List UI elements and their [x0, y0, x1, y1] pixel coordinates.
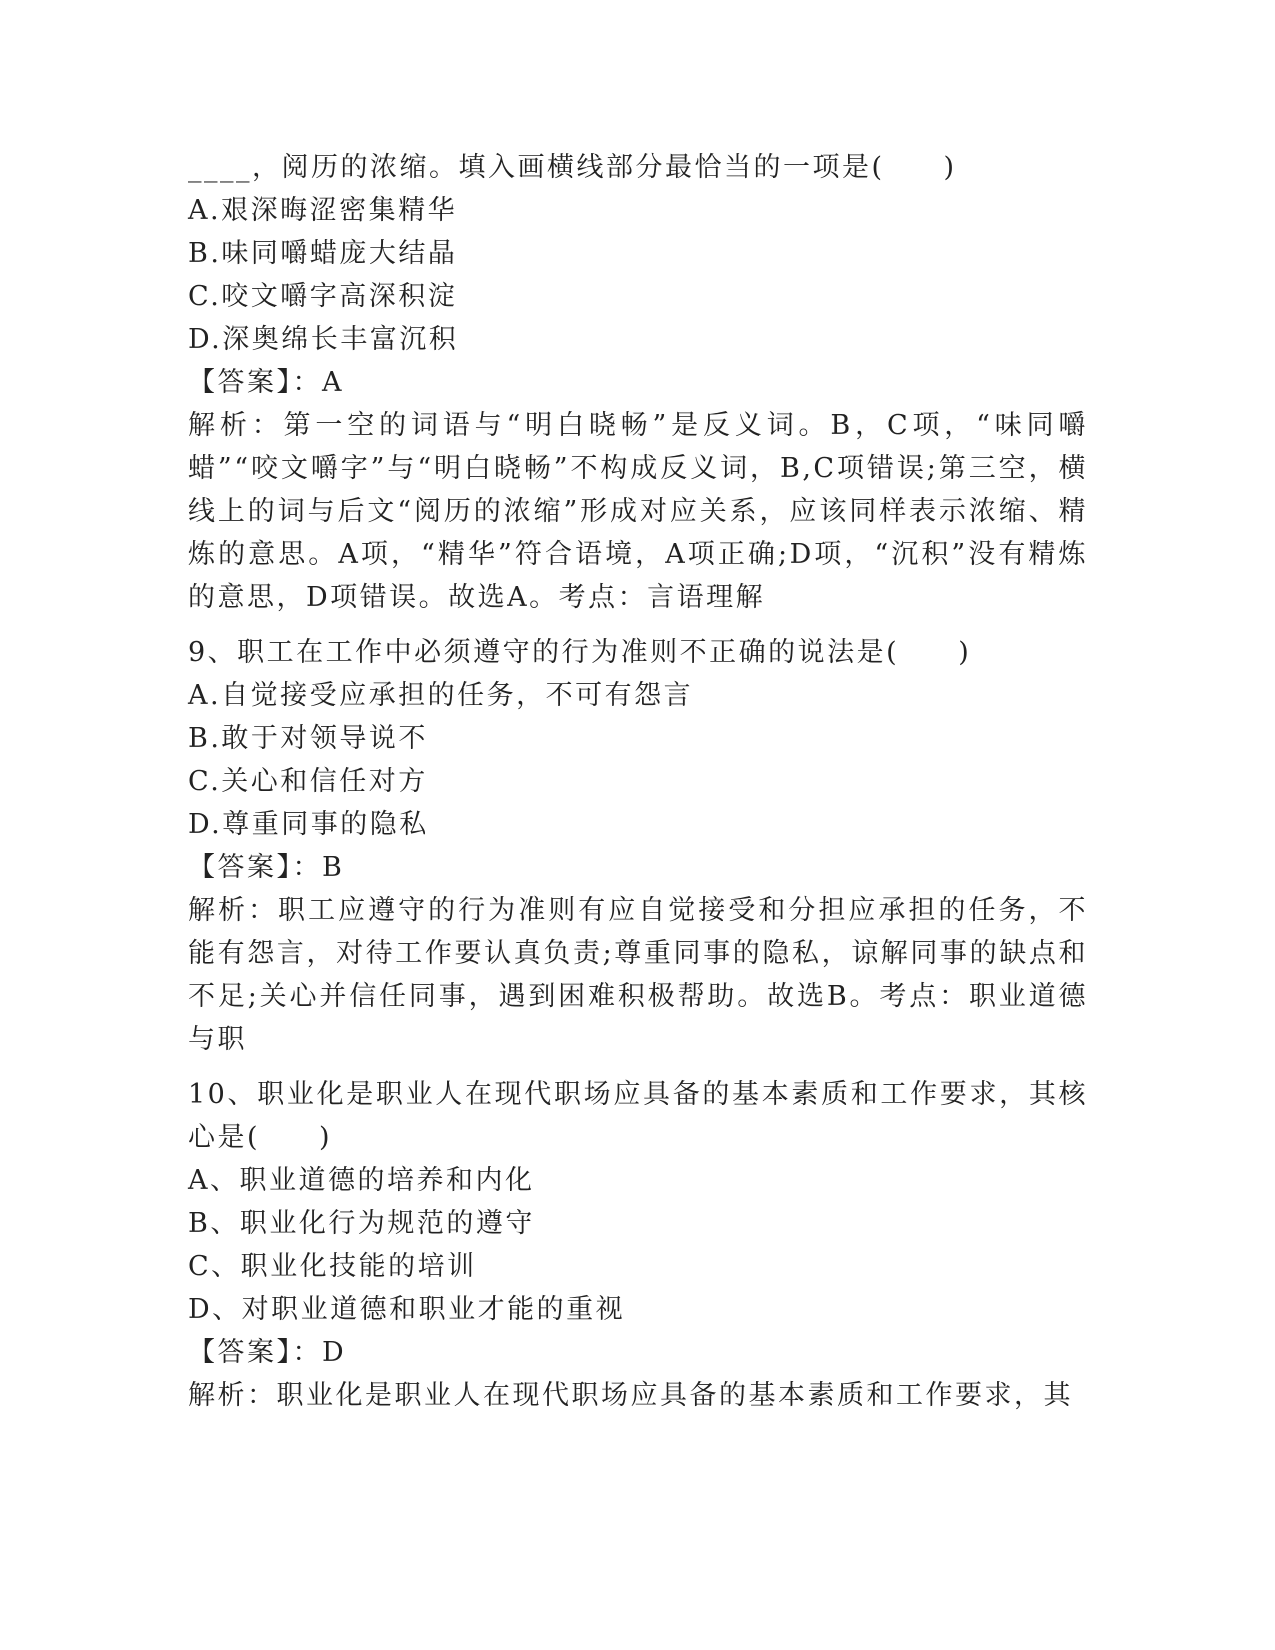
q10-analysis: 解析：职业化是职业人在现代职场应具备的基本素质和工作要求，其	[188, 1380, 1073, 1411]
q8-answer: 【答案】：A	[188, 367, 344, 398]
q8-option-d: D.深奥绵长丰富沉积	[188, 324, 459, 355]
q8-option-c: C.咬文嚼字高深积淀	[188, 281, 458, 312]
q8-option-b: B.味同嚼蜡庞大结晶	[188, 238, 458, 269]
q9-option-d: D.尊重同事的隐私	[188, 809, 429, 840]
q9-option-c: C.关心和信任对方	[188, 766, 428, 797]
q10-option-b: B、职业化行为规范的遵守	[188, 1208, 535, 1239]
q8-analysis: 解析：第一空的词语与“明白晓畅”是反义词。B，C项，“味同嚼蜡”“咬文嚼字”与“明白晓畅”不构成反义词，B,C项错误;第三空，横线上的词与后文“阅历的浓缩”形成对应关系，应该同样表示浓缩、精炼的意思。A项，“精华”符合语境，A项正确;D项，“沉积”没有精炼的意思，D项错误。故选A。考点：言语理解	[188, 410, 1088, 613]
q9-option-a: A.自觉接受应承担的任务，不可有怨言	[188, 680, 694, 711]
q8-option-a: A.艰深晦涩密集精华	[188, 195, 458, 226]
q10-option-a: A、职业道德的培养和内化	[188, 1165, 535, 1196]
q9-answer: 【答案】：B	[188, 852, 345, 883]
q10-option-c: C、职业化技能的培训	[188, 1251, 477, 1282]
spacer	[188, 619, 1088, 631]
q8-stem-tail: ____，阅历的浓缩。填入画横线部分最恰当的一项是( )	[188, 152, 957, 183]
q9-option-b: B.敢于对领导说不	[188, 723, 428, 754]
q9-stem: 9、职工在工作中必须遵守的行为准则不正确的说法是( )	[188, 637, 972, 668]
spacer	[188, 1061, 1088, 1073]
q10-stem: 10、职业化是职业人在现代职场应具备的基本素质和工作要求，其核心是( )	[188, 1079, 1088, 1153]
q10-option-d: D、对职业道德和职业才能的重视	[188, 1294, 626, 1325]
document-body	[188, 146, 1088, 1417]
q10-answer: 【答案】：D	[188, 1337, 347, 1368]
q9-analysis: 解析：职工应遵守的行为准则有应自觉接受和分担应承担的任务，不能有怨言，对待工作要认真负责;尊重同事的隐私，谅解同事的缺点和不足;关心并信任同事，遇到困难积极帮助。故选B。考点：职业道德与职	[188, 895, 1088, 1055]
